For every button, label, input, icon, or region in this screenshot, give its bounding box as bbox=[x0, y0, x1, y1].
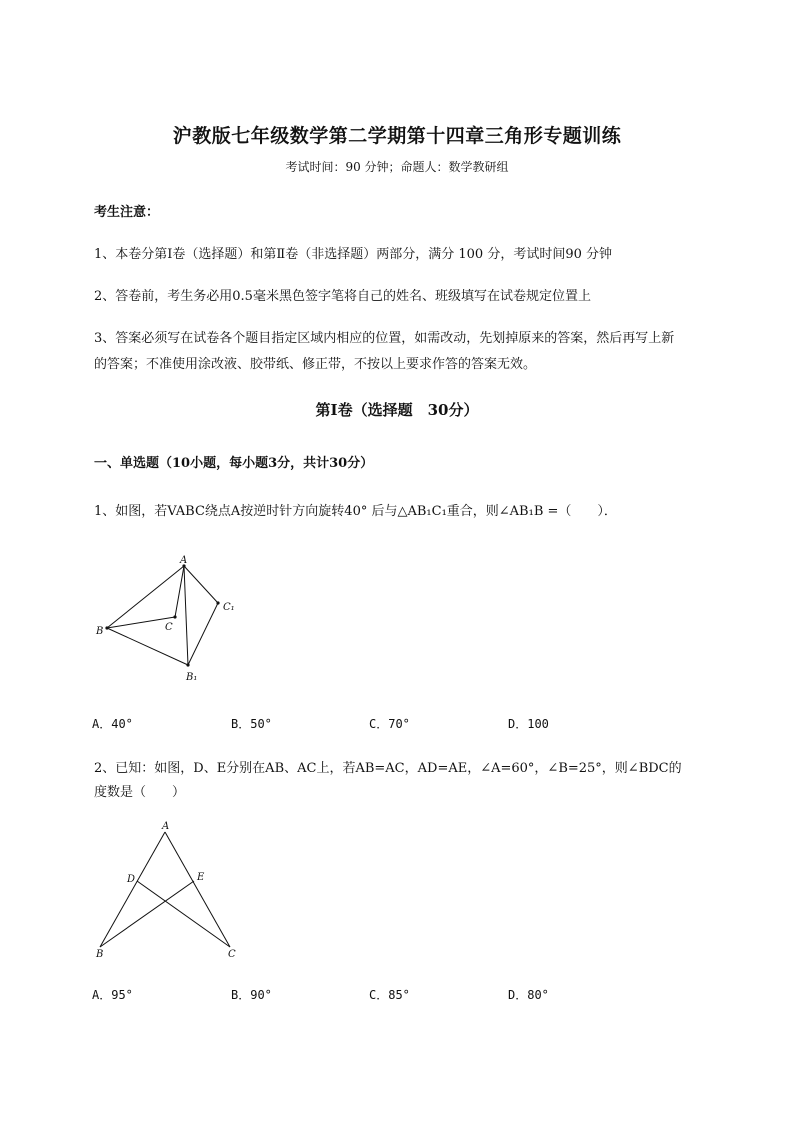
question-1-option-d[interactable]: D．100 bbox=[508, 717, 549, 731]
question-2-option-b[interactable]: B．90° bbox=[231, 988, 272, 1002]
segment-DC bbox=[137, 881, 230, 947]
question-1-text: 1、如图，若VABC绕点A按逆时针方向旋转40° 后与△AB₁C₁重合，则∠AB₁B =（ ）． bbox=[94, 504, 617, 519]
segment-BB1 bbox=[107, 628, 188, 665]
notice-item-1: 1、本卷分第Ⅰ卷（选择题）和第Ⅱ卷（非选择题）两部分，满分 100 分，考试时间90 分钟 bbox=[94, 247, 612, 262]
label-B: B bbox=[96, 626, 104, 637]
segment-AC1 bbox=[184, 566, 218, 603]
segment-C1B1 bbox=[188, 603, 218, 665]
question-2-option-a[interactable]: A．95° bbox=[92, 988, 133, 1002]
question-2-figure bbox=[90, 818, 250, 963]
question-1-option-a[interactable]: A．40° bbox=[92, 717, 133, 731]
segment-AC bbox=[175, 566, 184, 617]
segment-EB bbox=[100, 881, 194, 947]
notice-item-2: 2、答卷前，考生务必用0.5毫米黑色签字笔将自己的姓名、班级填写在试卷规定位置上 bbox=[94, 289, 591, 304]
page-title: 沪教版七年级数学第二学期第十四章三角形专题训练 bbox=[172, 125, 622, 147]
exam-info: 考试时间：90 分钟；命题人：数学教研组 bbox=[285, 160, 509, 174]
question-2-text: 2、已知：如图，D、E分别在AB、AC上，若AB=AC，AD=AE，∠A=60°，∠B=25°，则∠BDC的 bbox=[94, 761, 682, 776]
label-C: C bbox=[165, 622, 173, 633]
notice-heading: 考生注意： bbox=[94, 205, 160, 220]
section-title: 第Ⅰ卷（选择题 30分） bbox=[315, 401, 479, 419]
label-C: C bbox=[228, 949, 236, 960]
notice-item-3: 3、答案必须写在试卷各个题目指定区域内相应的位置，如需改动，先划掉原来的答案，然后再写上新 bbox=[94, 331, 675, 346]
label-A: A bbox=[180, 555, 188, 566]
label-A: A bbox=[162, 821, 170, 832]
label-C1: C₁ bbox=[223, 602, 235, 613]
notice-item-3-cont: 的答案；不准使用涂改液、胶带纸、修正带，不按以上要求作答的答案无效。 bbox=[94, 357, 537, 372]
segment-AB bbox=[100, 832, 165, 947]
question-2-option-c[interactable]: C．85° bbox=[369, 988, 410, 1002]
question-2-option-d[interactable]: D．80° bbox=[508, 988, 549, 1002]
part-heading: 一、单选题（10小题，每小题3分，共计30分） bbox=[94, 456, 374, 471]
segment-AB1 bbox=[184, 566, 188, 665]
question-1-option-b[interactable]: B．50° bbox=[231, 717, 272, 731]
label-B: B bbox=[96, 949, 104, 960]
label-D: D bbox=[127, 874, 136, 885]
label-E: E bbox=[197, 872, 205, 883]
segment-AC bbox=[165, 832, 230, 947]
segment-AB bbox=[107, 566, 184, 628]
label-B1: B₁ bbox=[186, 672, 198, 683]
question-1-option-c[interactable]: C．70° bbox=[369, 717, 410, 731]
question-2-text-cont: 度数是（ ） bbox=[94, 785, 186, 800]
question-1-figure bbox=[90, 552, 250, 687]
